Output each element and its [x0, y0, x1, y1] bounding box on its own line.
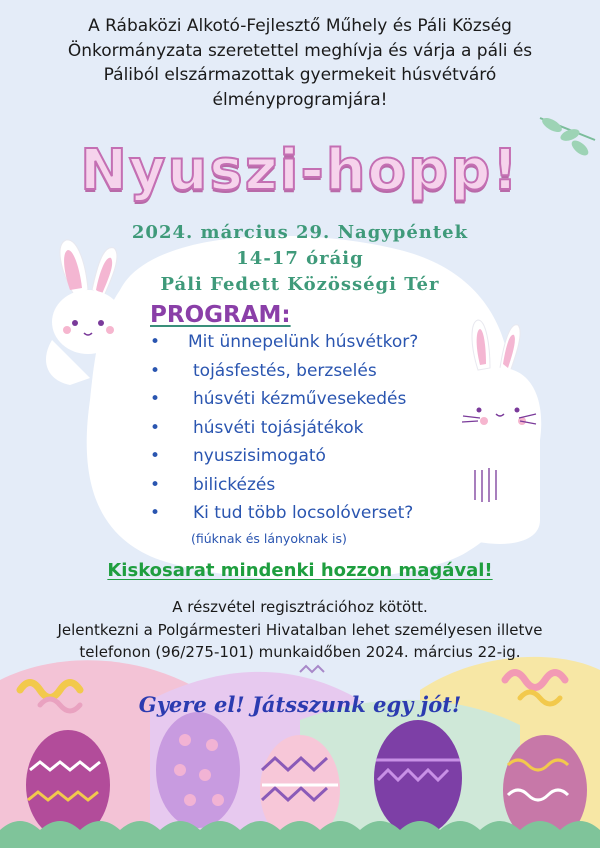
- program-item-text: Ki tud több locsolóverset?: [193, 503, 414, 523]
- bullet: •: [150, 503, 161, 523]
- registration-line: Jelentkezni a Polgármesteri Hivatalban lehet személyesen illetve: [57, 620, 543, 639]
- bullet: •: [150, 417, 161, 438]
- bullet: •: [150, 474, 161, 495]
- registration-line: telefonon (96/275-101) munkaidőben 2024. március 22-ig.: [79, 643, 521, 661]
- intro-line: élményprogramjára!: [212, 89, 388, 110]
- intro-text: [0, 14, 600, 112]
- closing-slogan: Gyere el! Játsszunk egy jót!: [138, 692, 462, 717]
- intro-line: Önkormányzata szeretettel meghívja és várja a páli és: [67, 40, 533, 61]
- flyer-title: Nyuszi-hopp!: [80, 138, 520, 203]
- program-heading: PROGRAM:: [150, 302, 291, 328]
- bullet: •: [150, 446, 161, 466]
- grass: [0, 821, 600, 848]
- registration-line: A részvétel regisztrációhoz kötött.: [172, 598, 428, 616]
- bullet: •: [150, 332, 161, 352]
- program-item-text: tojásfestés, berzselés: [193, 360, 377, 381]
- event-date: 2024. március 29. Nagypéntek: [131, 222, 469, 243]
- event-place: Páli Fedett Közösségi Tér: [160, 274, 440, 295]
- program-item-text: húsvéti tojásjátékok: [193, 417, 364, 438]
- easter-egg: [374, 720, 462, 836]
- bullet: •: [150, 360, 161, 381]
- program-item-text: Mit ünnepelünk húsvétkor?: [188, 332, 419, 352]
- program-note: (fiúknak és lányoknak is): [191, 531, 347, 546]
- registration-info: [0, 596, 600, 664]
- easter-egg: [156, 712, 240, 828]
- program-item-text: húsvéti kézművesekedés: [193, 389, 407, 409]
- basket-reminder: Kiskosarat mindenki hozzon magával!: [107, 560, 493, 581]
- event-time: 14-17 óráig: [236, 248, 364, 269]
- program-item-text: nyuszisimogató: [193, 446, 326, 466]
- intro-line: A Rábaközi Alkotó-Fejlesztő Műhely és Páli Község: [88, 16, 512, 36]
- program-item-text: bilickézés: [193, 474, 276, 495]
- intro-line: Páliból elszármazottak gyermekeit húsvétváró: [103, 65, 497, 85]
- bullet: •: [150, 389, 161, 409]
